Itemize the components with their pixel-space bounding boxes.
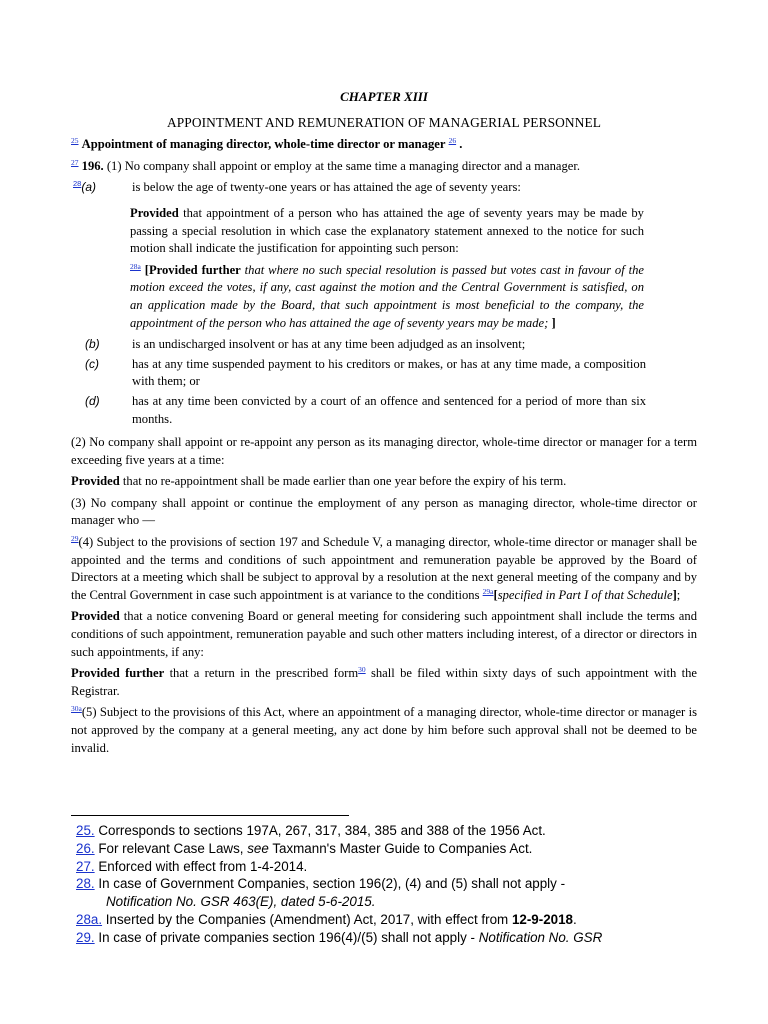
section-196-2: (2) No company shall appoint or re-appoint any person as its managing director, whole-time director or manager for a term exceeding five years at a time: bbox=[71, 435, 697, 467]
footnote-divider bbox=[71, 815, 349, 816]
footnote-ref-30a[interactable]: 30a bbox=[71, 704, 82, 714]
section-196-5: $^{30a}$(5) Subject to the provisions of this Act, where an appointment of a managing director, whole-time director or manager is not approved by the company at a general meeting, any act done by him before such approval shall not be deemed to be invalid. bbox=[71, 704, 697, 755]
footnote-link-27[interactable]: 27. bbox=[76, 858, 95, 874]
footnote-28-notification: Notification No. GSR 463(E), dated 5-6-2015. bbox=[106, 894, 376, 910]
section-heading: $^{25}$ Appointment of managing director, whole-time director or manager $^{26}$ . bbox=[71, 136, 463, 152]
footnote-ref-29[interactable]: 29 bbox=[71, 533, 79, 543]
footnote-ref-30[interactable]: 30 bbox=[358, 665, 366, 675]
footnote-ref-28[interactable]: 28 bbox=[73, 179, 82, 189]
section-196-4: $^{29}$(4) Subject to the provisions of section 197 and Schedule V, a managing director, whole-time director or manager shall be appointed and the terms and conditions of such appointment and remuneration payable be approved by the Board of Directors at a meeting which shall be subject to approval by a resolution at the next general meeting of the company and by the Central Government in case such appointment is at variance to the conditions $^{29a}$[specified in Part I of that Schedule]; bbox=[71, 533, 697, 602]
footnotes bbox=[76, 822, 702, 947]
footnote-ref-26[interactable]: 26 bbox=[448, 136, 457, 145]
footnote-25: 25. Corresponds to sections 197A, 267, 317, 384, 385 and 388 of the 1956 Act. bbox=[76, 823, 546, 838]
proviso-1: Provided that appointment of a person who has attained the age of seventy years may be made by passing a special resolution in which case the explanatory statement annexed to the notice for such motion shall indicate the justification for appointing such person: bbox=[130, 205, 644, 256]
footnote-27: 27. Enforced with effect from 1-4-2014. bbox=[76, 858, 308, 874]
section-number: 196. bbox=[81, 158, 104, 173]
footnote-ref-28a[interactable]: 28a bbox=[130, 261, 141, 271]
section-196-3: (3) No company shall appoint or continue the employment of any person as managing director, whole-time director or manager who — bbox=[71, 495, 697, 528]
clause-b: (b) is an undischarged insolvent or has at any time been adjudged as an insolvent; bbox=[85, 337, 526, 352]
footnote-link-28a[interactable]: 28a. bbox=[76, 911, 103, 927]
footnote-28a: 28a. Inserted by the Companies (Amendment) Act, 2017, with effect from 12-9-2018. bbox=[76, 911, 577, 927]
proviso-2: Provided that no re-appointment shall be made earlier than one year before the expiry of his term. bbox=[71, 474, 567, 489]
clause-c: (c) has at any time suspended payment to his creditors or makes, or has at any time made, a composition with them; or bbox=[85, 356, 646, 389]
chapter-heading: CHAPTER XIII bbox=[340, 89, 428, 104]
footnote-link-28[interactable]: 28. bbox=[76, 876, 95, 892]
footnote-link-26[interactable]: 26. bbox=[76, 840, 95, 856]
footnote-ref-25[interactable]: 25 bbox=[71, 136, 79, 145]
chapter-title: APPOINTMENT AND REMUNERATION OF MANAGERIAL PERSONNEL bbox=[166, 114, 602, 130]
footnote-link-25[interactable]: 25. bbox=[76, 823, 95, 838]
section-196-1: $^{27}$ 196. (1) No company shall appoint or employ at the same time a managing director and a manager. bbox=[71, 157, 581, 173]
footnote-26: 26. For relevant Case Laws, see Taxmann's Master Guide to Companies Act. bbox=[76, 840, 533, 856]
footnote-29: 29. In case of private companies section 196(4)/(5) shall not apply - Notification No. GSR bbox=[76, 929, 603, 945]
footnote-ref-29a[interactable]: 29a bbox=[482, 586, 494, 596]
proviso-further-2: Provided further that a return in the prescribed form$^{30}$ shall be filed within sixty days of such appointment with the Registrar. bbox=[71, 665, 697, 698]
footnote-28: 28. In case of Government Companies, section 196(2), (4) and (5) shall not apply - bbox=[76, 876, 566, 892]
clause-a: $^{28}$(a) is below the age of twenty-one years or has attained the age of seventy years: bbox=[73, 179, 521, 195]
proviso-further-1: $^{28a}$ [Provided further that where no such special resolution is passed but votes cast in favour of the motion exceed the votes, if any, cast against the motion and the Central Government is satisfied, on an application made by the Board, that such appointment is most beneficial to the company, the appointment of the person who has attained the age of seventy years may be made; ] bbox=[130, 261, 644, 330]
section-heading-text: Appointment of managing director, whole-time director or manager bbox=[81, 137, 446, 152]
proviso-3: Provided that a notice convening Board or general meeting for considering such appointment shall include the terms and conditions of such appointment, remuneration payable and such other matters including interest, of a director or directors in such appointments, if any: bbox=[71, 609, 697, 659]
footnote-link-29[interactable]: 29. bbox=[76, 929, 95, 945]
document-page bbox=[71, 88, 697, 761]
footnote-ref-27[interactable]: 27 bbox=[71, 157, 79, 167]
clause-d: (d) has at any time been convicted by a court of an offence and sentenced for a period of more than six months. bbox=[85, 393, 646, 426]
